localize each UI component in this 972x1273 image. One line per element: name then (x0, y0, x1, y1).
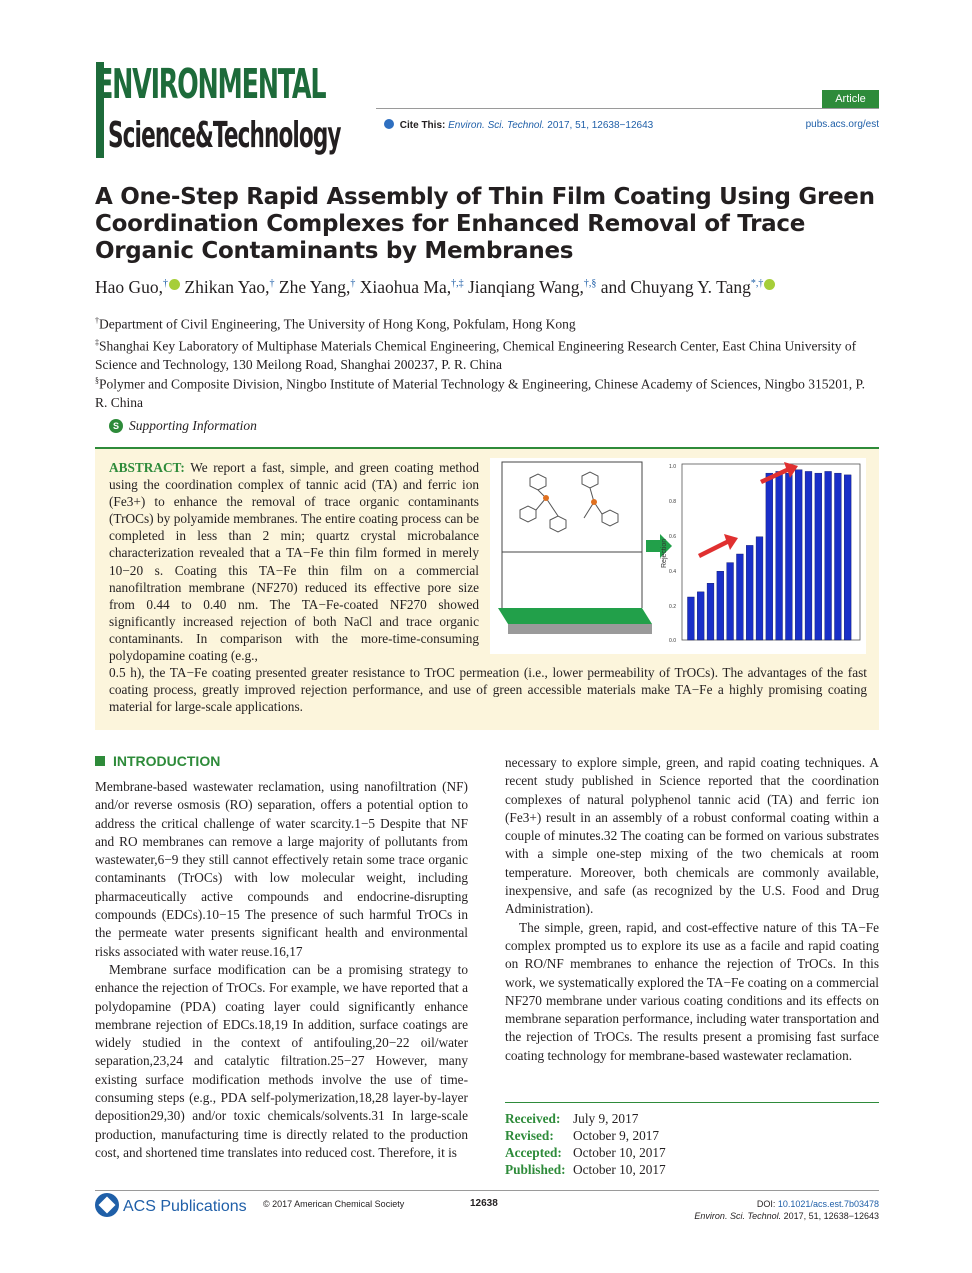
author-affiliation-mark: † (350, 278, 356, 290)
chart-bar (835, 473, 842, 640)
author-name: and Chuyang Y. Tang (600, 277, 751, 297)
chart-bar (766, 473, 773, 640)
ytick-label: 0.0 (669, 638, 676, 644)
chart-bar (746, 545, 753, 640)
intro-paragraph: Membrane-based wastewater reclamation, using nanofiltration (NF) and/or reverse osmosis (RO) separation, offers a potential option to address the critical challenge of water scarcity.1−5 Despite that NF and RO membranes can remove a large majority of pollutants from wastewater,6−9 they still cannot effectively retain some trace organic contaminants (TrOCs) with low molecular weight, including pharmaceutically active compounds and endocrine-disrupting compounds (EDCs).10−15 The presence of such harmful TrOCs in the permeate water presents significant health and environmental risks associated with water reuse.16,17 (95, 779, 468, 959)
chart-bar (815, 473, 822, 640)
date-label: Published: (505, 1162, 566, 1177)
publisher-name: ACS Publications (123, 1198, 247, 1215)
author-name: Jianqiang Wang, (467, 277, 584, 297)
chart-bar (844, 475, 851, 640)
date-row-accepted (505, 1144, 666, 1161)
cite-icon (384, 119, 394, 129)
date-value: July 9, 2017 (573, 1111, 639, 1126)
ytick-label: 1.0 (669, 464, 676, 470)
chart-bar (737, 554, 744, 640)
date-value: October 10, 2017 (573, 1145, 666, 1160)
publication-dates (505, 1110, 666, 1178)
intro-column-right (505, 754, 879, 1065)
citation-line (694, 1210, 879, 1222)
chart-bar (776, 471, 783, 640)
affiliation-text: Department of Civil Engineering, The University of Hong Kong, Pokfulam, Hong Kong (99, 316, 576, 332)
acs-publications-logo[interactable] (95, 1193, 247, 1217)
intro-paragraph: Membrane surface modification can be a promising strategy to enhance the rejection of TrOCs. For example, we have reported that a polydopamine (PDA) coating layer could significantly enhance membrane rejection of EDCs.18,19 In addition, surface coatings are widely studied in the context of antifouling,20−22 oil/water separation,23,24 and catalytic filtration.25−27 However, many existing surface modification methods involve the use of time-consuming steps (e.g., PDA self-polymerization,18,28 layer-by-layer deposition29,30) and/or toxic chemicals/solvents.31 In large-scale production, manufacturing time is directly related to the production cost, and shortened time translates into reduced cost. Therefore, it is (95, 961, 468, 1160)
date-label: Revised: (505, 1128, 554, 1143)
citation-journal: Environ. Sci. Technol. (694, 1211, 782, 1221)
doi-link[interactable]: 10.1021/acs.est.7b03478 (777, 1199, 879, 1209)
abstract-text-part2: 0.5 h), the TA−Fe coating presented greater resistance to TrOC permeation (i.e., lower permeability of TrOCs). The advantages of the fast coating process, greatly improved rejection performance, and use of green accessible materials make TA−Fe a highly promising coating material for large-scale applications. (109, 665, 867, 715)
toc-graphic-svg (490, 458, 866, 654)
membrane-substrate (508, 624, 652, 634)
author-affiliation-mark: *,† (750, 278, 764, 290)
author-name: Xiaohua Ma, (359, 277, 452, 297)
chart-bar (756, 537, 763, 640)
acs-logo-icon (95, 1193, 119, 1217)
chart-bar (688, 597, 695, 640)
chart-bar (707, 583, 714, 640)
abstract-text-part1 (109, 459, 479, 664)
chart-bar (825, 471, 832, 640)
fe-atom-2 (591, 499, 597, 505)
doi-line (694, 1198, 879, 1210)
supporting-information-link[interactable] (109, 418, 257, 434)
orcid-icon[interactable] (169, 279, 180, 290)
affiliation-mark: † (95, 316, 99, 325)
author-name: Zhe Yang, (278, 277, 351, 297)
fe-atom-1 (543, 495, 549, 501)
author-name: Hao Guo, (95, 277, 164, 297)
abstract-label: ABSTRACT: (109, 460, 185, 475)
date-row-revised (505, 1127, 666, 1144)
supporting-info-icon: S (109, 419, 123, 433)
abstract-body-1: We report a fast, simple, and green coating method using the coordination complex of tannic acid (TA) and ferric ion (Fe3+) to enhance the removal of trace organic contaminants (TrOCs) by polyamide membranes. The entire coating process can be completed in less than 2 min; quartz crystal microbalance characterization revealed that a TA−Fe thin film formed in merely 10−20 s. Coating this TA−Fe thin film on a commercial nanofiltration membrane (NF270) reduced its effective pore size from 0.44 to 0.40 nm. The TA−Fe-coated NF270 showed significantly increased rejection of both NaCl and trace organic contaminants. In comparison with the more-time-consuming polydopamine coating (e.g., (109, 460, 479, 664)
affiliation-3 (95, 372, 880, 412)
author-affiliation-mark: †,§ (583, 278, 597, 290)
doi-label: DOI: (756, 1199, 778, 1209)
section-heading-introduction (95, 753, 220, 769)
date-value: October 10, 2017 (573, 1162, 666, 1177)
affiliation-text: Polymer and Composite Division, Ningbo Institute of Material Technology & Engineering, Chinese Academy of Sciences, Ningbo 315201, P. R. China (95, 376, 865, 410)
header-rule (376, 108, 879, 109)
author-affiliation-mark: † (163, 278, 169, 290)
article-type-badge: Article (822, 90, 879, 108)
citation-rest: 2017, 51, 12638−12643 (781, 1211, 879, 1221)
date-row-published (505, 1161, 666, 1178)
membrane-coating (498, 608, 652, 624)
orcid-icon[interactable] (764, 279, 775, 290)
page-number: 12638 (470, 1198, 498, 1209)
footer-rule (95, 1190, 879, 1191)
article-title: A One-Step Rapid Assembly of Thin Film Coating Using Green Coordination Complexes for Enhanced Removal of Trace Organic Contaminants by Membranes (95, 184, 875, 264)
affiliation-text: Shanghai Key Laboratory of Multiphase Materials Chemical Engineering, Chemical Engineering Research Center, East China University of Science and Technology, 130 Meilong Road, Shanghai 200237, P. R. China (95, 338, 857, 372)
author-name: Zhikan Yao, (184, 277, 270, 297)
journal-logo-line1: ENVIRONMENTAL (96, 60, 326, 108)
intro-paragraph: necessary to explore simple, green, and rapid coating techniques. A recent study published in Science reported that the coordination complexes of natural polyphenol tannic acid (TA) and ferric ion (Fe3+) result in an assembly of a robust conformal coating within a couple of minutes.32 The coating can be formed on various substrates with a simple one-step mixing of the two chemicals at room temperature. Moreover, both chemicals are commonly available, inexpensive, and safe (as recognized by the U.S. Food and Drug Administration). (505, 755, 879, 917)
dates-rule (505, 1102, 879, 1103)
ytick-label: 0.8 (669, 499, 676, 505)
date-row-received (505, 1110, 666, 1127)
copyright-notice: © 2017 American Chemical Society (263, 1199, 405, 1209)
author-affiliation-mark: †,‡ (451, 278, 464, 290)
toc-bar-chart (661, 462, 860, 644)
toc-graphic (490, 458, 866, 654)
affiliation-mark: § (95, 376, 99, 385)
chart-ylabel: Rejection (661, 538, 668, 568)
molecule-callout (502, 462, 642, 552)
cite-journal[interactable]: Environ. Sci. Technol. (448, 120, 545, 131)
chart-bar (727, 563, 734, 640)
journal-url-link[interactable]: pubs.acs.org/est (805, 119, 879, 130)
date-label: Received: (505, 1111, 561, 1126)
doi-block (694, 1198, 879, 1222)
chart-bar (717, 571, 724, 640)
chart-bar (697, 592, 704, 640)
cite-volume-pages[interactable]: 2017, 51, 12638−12643 (547, 120, 654, 131)
journal-logo-line2: Science&Technology (108, 115, 341, 156)
chart-bar (786, 473, 793, 640)
author-list (95, 277, 885, 298)
date-value: October 9, 2017 (573, 1128, 660, 1143)
chart-bar (805, 471, 812, 640)
intro-column-left (95, 778, 468, 1162)
cite-label: Cite This: (399, 120, 446, 131)
affiliation-mark: ‡ (95, 338, 99, 347)
ytick-label: 0.2 (669, 604, 676, 610)
author-affiliation-mark: † (269, 278, 275, 290)
ytick-label: 0.6 (669, 534, 676, 540)
chart-bar (795, 470, 802, 640)
supporting-info-label: Supporting Information (129, 418, 257, 433)
ytick-label: 0.4 (669, 569, 676, 575)
section-heading-text: INTRODUCTION (113, 753, 221, 769)
cite-this-line[interactable] (384, 119, 653, 131)
affiliation-2 (95, 334, 880, 374)
intro-paragraph: The simple, green, rapid, and cost-effective nature of this TA−Fe complex prompted us to explore its use as a facile and rapid coating on RO/NF membranes to enhance the rejection of TrOCs. In this work, we systematically explored the TA−Fe coating on a commercial NF270 membrane under various coating conditions and its effects on membrane separation performance, including water transportation and the rejection of TrOCs. The results present a promising fast surface coating technology for membrane-based wastewater reclamation. (505, 919, 880, 1063)
section-marker-icon (95, 756, 105, 766)
affiliation-1 (95, 312, 880, 334)
date-label: Accepted: (505, 1145, 562, 1160)
